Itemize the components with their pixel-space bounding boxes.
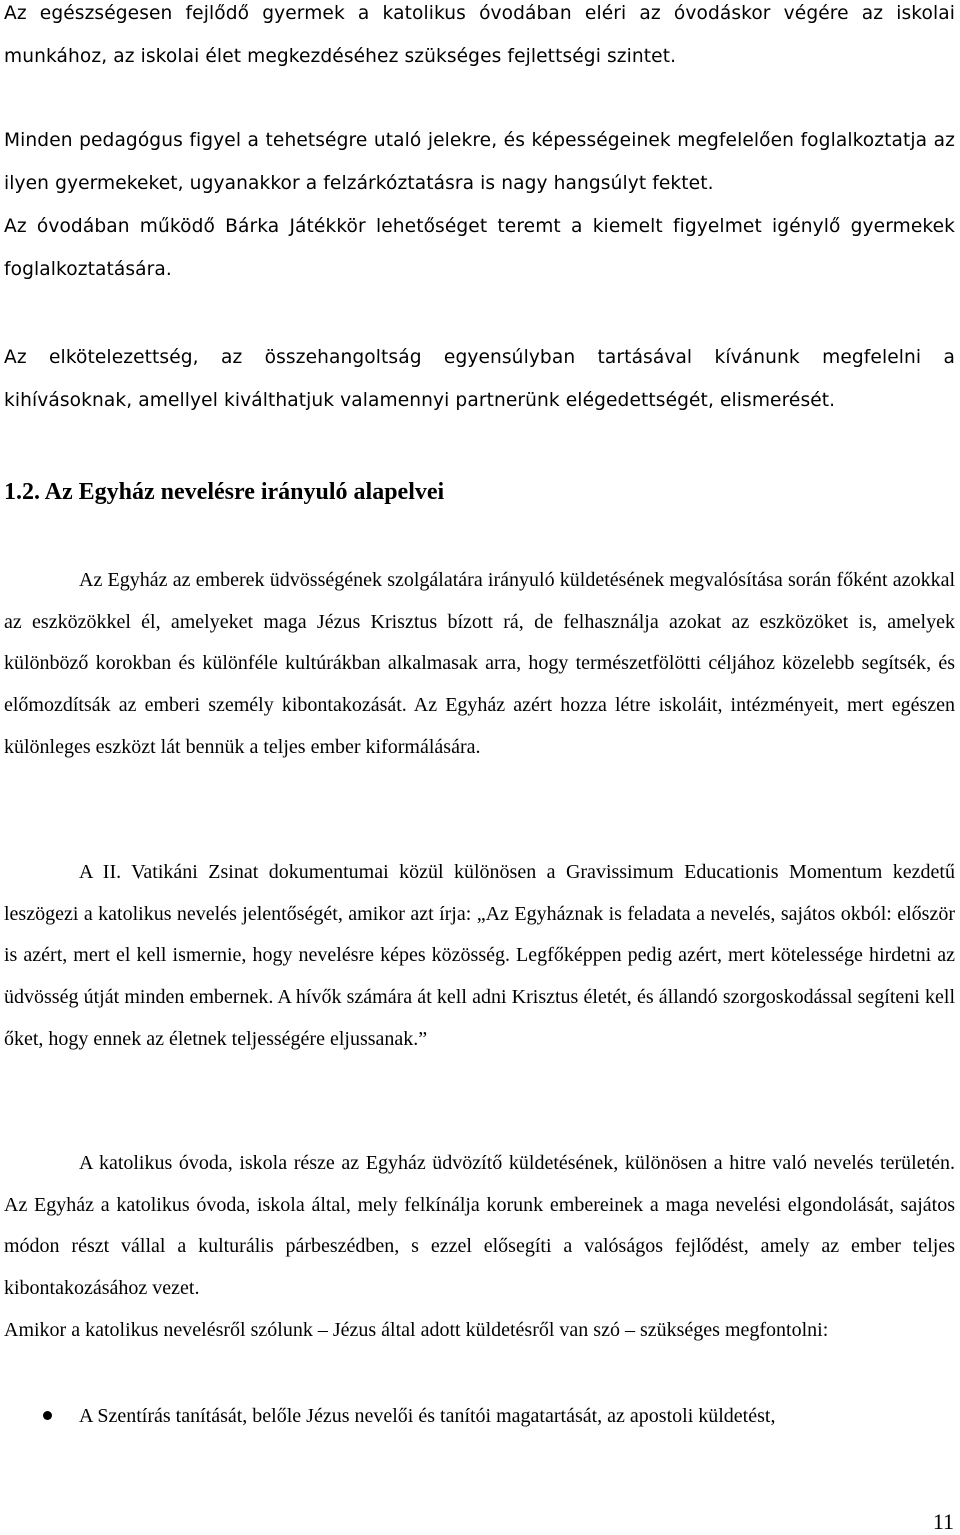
list-item: [0, 1395, 775, 1437]
paragraph-talent-care: Minden pedagógus figyel a tehetségre utaló jelekre, és képességeinek megfelelően foglalkoztatja az ilyen gyermekeket, ugyanakkor a felzárkóztatásra is nagy hangsúlyt fektet.: [4, 130, 955, 194]
list-item-text: A Szentírás tanítását, belőle Jézus nevelői és tanítói magatartását, az apostoli küldetést,: [79, 1405, 776, 1427]
section-heading: 1.2. Az Egyház nevelésre irányuló alapelvei: [4, 479, 445, 505]
paragraph-catholic-school: A katolikus óvoda, iskola része az Egyház üdvözítő küldetésének, különösen a hitre való nevelés területén. Az Egyház a katolikus óvoda, iskola által, mely felkínálja korunk embereinek a maga nevelési elgondolását, sajátos módon részt vállal a kulturális párbeszédben, s ezzel elősegíti a valóságos fejlődést, amely az ember teljes kibontakozásához vezet.: [4, 1152, 955, 1300]
paragraph-church-mission: Az Egyház az emberek üdvösségének szolgálatára irányuló küldetésének megvalósítása során főként azokkal az eszközökkel él, amelyeket maga Jézus Krisztus bízott rá, de felhasználja azokat az eszközöket is, amelyek különböző korokban és különféle kultúrákban alkalmasak arra, hogy természetfölötti céljához közelebb segítsék, és előmozdítsák az emberi személy kibontakozását. Az Egyház azért hozza létre iskoláit, intézményeit, mert egészen különleges eszközt lát bennük a teljes ember kiformálására.: [4, 569, 955, 758]
paragraph-barka-playgroup: Az óvodában működő Bárka Játékkör lehetőséget teremt a kiemelt figyelmet igénylő gyermekek foglalkoztatására.: [4, 216, 955, 280]
bullet-icon: [43, 1411, 52, 1420]
paragraph-considerations: Amikor a katolikus nevelésről szólunk – Jézus által adott küldetésről van szó – szükséges megfontolni:: [4, 1319, 829, 1341]
paragraph-vatican-council: A II. Vatikáni Zsinat dokumentumai közül különösen a Gravissimum Educationis Momentum kezdetű leszögezi a katolikus nevelés jelentőségét, amikor azt írja: „Az Egyháznak is feladata a nevelés, sajátos okból: először is azért, mert el kell ismernie, hogy nevelésre képes közösség. Legfőképpen pedig azért, mert kötelessége hirdetni az üdvösség útját minden embernek. A hívők számára át kell adni Krisztus életét, és állandó szorgoskodással segíteni kell őket, hogy ennek az életnek teljességére eljussanak.”: [4, 861, 955, 1050]
page-number: 11: [932, 1509, 954, 1534]
considerations-list: [0, 1395, 775, 1437]
paragraph-commitment: Az elkötelezettség, az összehangoltság egyensúlyban tartásával kívánunk megfelelni a kihívásoknak, amellyel kiválthatjuk valamennyi partnerünk elégedettségét, elismerését.: [4, 347, 955, 411]
paragraph-school-readiness: Az egészségesen fejlődő gyermek a katolikus óvodában eléri az óvodáskor végére az iskolai munkához, az iskolai élet megkezdéséhez szükséges fejlettségi szintet.: [4, 3, 955, 67]
